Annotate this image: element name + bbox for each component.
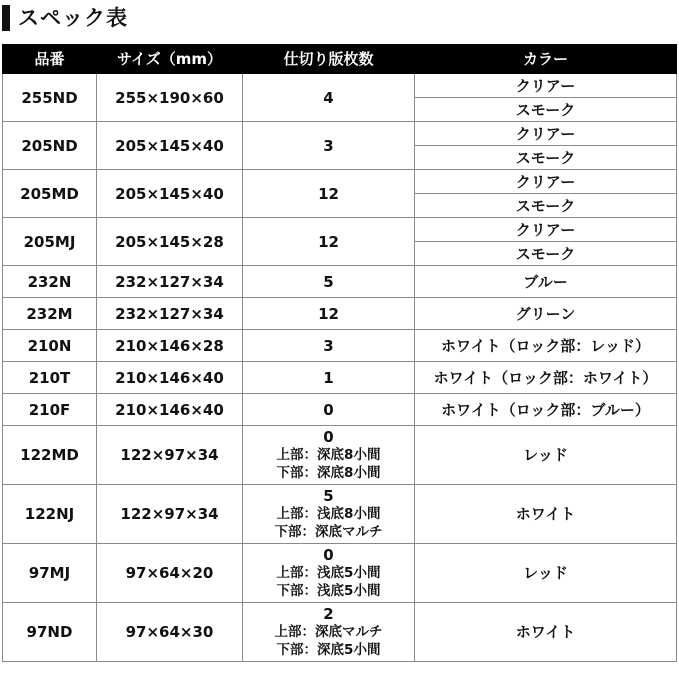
cell-color: クリアー (415, 170, 677, 194)
cell-dividers (243, 426, 415, 485)
divider-count: 1 (323, 368, 334, 387)
table-row (3, 603, 677, 662)
cell-dividers (243, 298, 415, 330)
header-dividers: 仕切り版枚数 (243, 45, 415, 74)
cell-product-number: 97MJ (3, 544, 97, 603)
cell-size: 122×97×34 (97, 485, 243, 544)
table-row (3, 544, 677, 603)
divider-count: 2 (323, 605, 334, 623)
divider-detail: 上部：浅底8小間 (276, 506, 381, 522)
cell-color: クリアー (415, 74, 677, 98)
cell-product-number: 210N (3, 330, 97, 362)
cell-color: スモーク (415, 98, 677, 122)
cell-color: クリアー (415, 122, 677, 146)
cell-size: 232×127×34 (97, 298, 243, 330)
cell-dividers (243, 122, 415, 170)
cell-size: 210×146×28 (97, 330, 243, 362)
cell-dividers (243, 394, 415, 426)
table-row (3, 485, 677, 544)
cell-size: 210×146×40 (97, 394, 243, 426)
cell-size: 255×190×60 (97, 74, 243, 122)
divider-count: 3 (323, 336, 334, 355)
cell-color: グリーン (415, 298, 677, 330)
cell-product-number: 210F (3, 394, 97, 426)
divider-count: 0 (323, 400, 334, 419)
cell-color: スモーク (415, 242, 677, 266)
divider-detail: 下部：深底8小間 (276, 465, 381, 481)
cell-dividers (243, 170, 415, 218)
divider-detail: 上部：浅底5小間 (276, 565, 381, 581)
section-heading (0, 0, 679, 36)
cell-product-number: 205MJ (3, 218, 97, 266)
cell-dividers (243, 266, 415, 298)
cell-color: クリアー (415, 218, 677, 242)
divider-detail: 下部：深底マルチ (274, 524, 383, 540)
cell-product-number: 255ND (3, 74, 97, 122)
table-row (3, 362, 677, 394)
cell-size: 205×145×28 (97, 218, 243, 266)
cell-size: 122×97×34 (97, 426, 243, 485)
cell-color: レッド (415, 426, 677, 485)
cell-color: ホワイト（ロック部：ホワイト） (415, 362, 677, 394)
cell-dividers (243, 218, 415, 266)
cell-product-number: 232M (3, 298, 97, 330)
cell-color: ホワイト (415, 603, 677, 662)
header-color: カラー (415, 45, 677, 74)
heading-accent-bar (2, 5, 10, 31)
table-row (3, 298, 677, 330)
table-row (3, 394, 677, 426)
divider-detail: 下部：深底5小間 (276, 642, 381, 658)
cell-size: 97×64×30 (97, 603, 243, 662)
spec-table (2, 44, 677, 662)
divider-count: 3 (323, 136, 334, 155)
cell-product-number: 232N (3, 266, 97, 298)
table-row (3, 218, 677, 242)
table-row (3, 426, 677, 485)
cell-product-number: 205ND (3, 122, 97, 170)
divider-count: 12 (318, 304, 339, 323)
divider-count: 0 (323, 428, 334, 446)
cell-dividers (243, 74, 415, 122)
cell-product-number: 210T (3, 362, 97, 394)
divider-count: 0 (323, 546, 334, 564)
divider-detail: 上部：深底8小間 (276, 447, 381, 463)
cell-size: 205×145×40 (97, 122, 243, 170)
cell-dividers (243, 362, 415, 394)
divider-count: 5 (323, 272, 334, 291)
cell-dividers (243, 485, 415, 544)
divider-detail: 下部：浅底5小間 (276, 583, 381, 599)
cell-color: ブルー (415, 266, 677, 298)
cell-product-number: 97ND (3, 603, 97, 662)
cell-dividers (243, 544, 415, 603)
cell-size: 232×127×34 (97, 266, 243, 298)
cell-size: 205×145×40 (97, 170, 243, 218)
table-row (3, 266, 677, 298)
divider-detail: 上部：深底マルチ (274, 624, 383, 640)
cell-color: スモーク (415, 146, 677, 170)
page-title: スペック表 (18, 6, 128, 30)
divider-count: 5 (323, 487, 334, 505)
cell-color: ホワイト（ロック部：ブルー） (415, 394, 677, 426)
table-row (3, 122, 677, 146)
cell-size: 210×146×40 (97, 362, 243, 394)
cell-product-number: 205MD (3, 170, 97, 218)
header-product-number: 品番 (3, 45, 97, 74)
cell-dividers (243, 603, 415, 662)
divider-count: 12 (318, 232, 339, 251)
cell-color: ホワイト (415, 485, 677, 544)
cell-product-number: 122MD (3, 426, 97, 485)
cell-color: ホワイト（ロック部：レッド） (415, 330, 677, 362)
divider-count: 4 (323, 88, 334, 107)
cell-size: 97×64×20 (97, 544, 243, 603)
table-body (3, 74, 677, 662)
cell-color: レッド (415, 544, 677, 603)
table-row (3, 74, 677, 98)
divider-count: 12 (318, 184, 339, 203)
table-row (3, 170, 677, 194)
cell-product-number: 122NJ (3, 485, 97, 544)
header-size: サイズ（mm） (97, 45, 243, 74)
table-row (3, 330, 677, 362)
cell-dividers (243, 330, 415, 362)
cell-color: スモーク (415, 194, 677, 218)
table-header-row (3, 45, 677, 74)
